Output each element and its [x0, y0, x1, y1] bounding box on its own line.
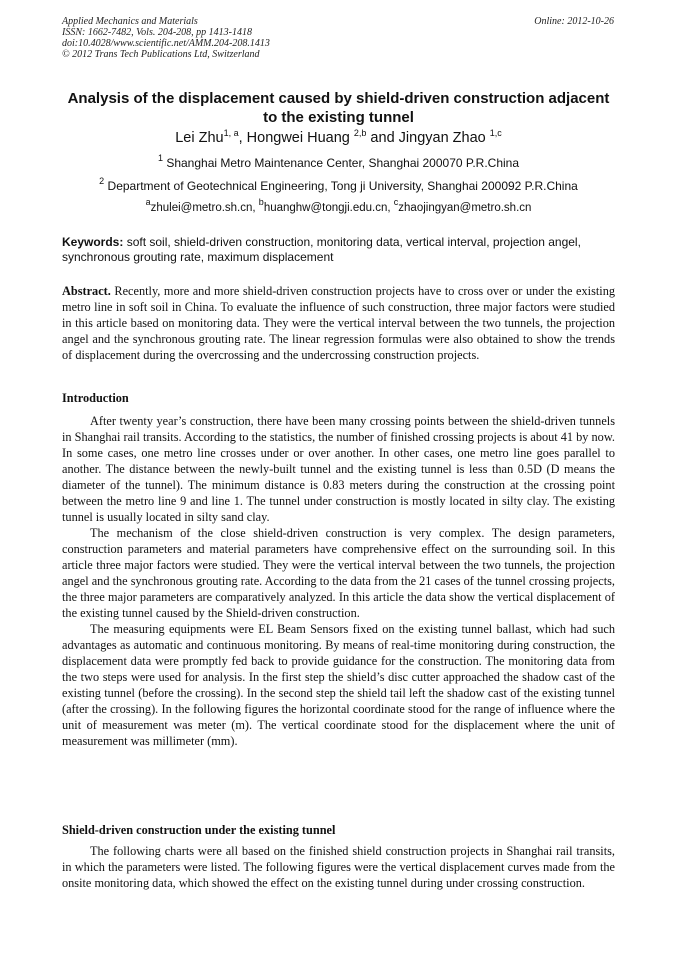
- doi-line: doi:10.4028/www.scientific.net/AMM.204-208.1413: [62, 38, 270, 49]
- affiliation-2: [62, 176, 615, 193]
- paragraph: The mechanism of the close shield-driven construction is very complex. The design parameters, construction parameters and material parameters have comprehensive effect on the surrounding soil. In this article three major factors were studied. They were the vertical interval between the two tunnels, the projection angel and the synchronous grouting rate. According to the data from the 21 cases of the tunnel crossing projects, the three major parameters are comparatively analyzed. In this article the data show the vertical displacement of the existing tunnel caused by the Shield-driven construction.: [62, 526, 615, 620]
- paragraph: The measuring equipments were EL Beam Sensors fixed on the existing tunnel ballast, which had such advantages as automatic and continuous monitoring. By means of real-time monitoring during construction, the displacement data were promptly fed back to provide guidance for the construction. The monitoring data from the two steps were used for analysis. In the first step the shield’s disc cutter approached the shadow cast of the existing tunnel (before the crossing). In the second step the shield tail left the shadow cast of the existing tunnel (after the crossing). In the following figures the horizontal coordinate stood for the range of influence where the unit of measurement was meter (m). The vertical coordinate stood for the displacement where the unit of measurement was millimeter (mm).: [62, 622, 615, 748]
- email-sup: b: [258, 197, 264, 207]
- author-sup: 2,b: [353, 128, 367, 138]
- email-sup: c: [393, 197, 399, 207]
- abstract-label: Abstract.: [62, 284, 111, 298]
- section-heading: Shield-driven construction under the existing tunnel: [62, 823, 336, 837]
- author-separator: and: [366, 130, 399, 146]
- introduction-body: [62, 413, 615, 749]
- affiliation-text: Department of Geotechnical Engineering, Tong ji University, Shanghai 200092 P.R.China: [107, 179, 578, 193]
- section-body: [62, 843, 615, 891]
- author-name: Jingyan Zhao: [398, 130, 486, 146]
- abstract-text: Recently, more and more shield-driven construction projects have to cross over or under the existing metro line in soft soil in China. To evaluate the influence of such construction, three major factors were studied in this article based on monitoring data. They were the vertical interval between the two tunnels, the projection angel and the synchronous grouting rate. The linear regression formulas were also obtained to show the trends of displacement during the overcrossing and the undercrossing construction projects.: [62, 284, 615, 362]
- email-address: zhaojingyan@metro.sh.cn: [398, 202, 532, 214]
- affiliation-num: 1: [157, 153, 163, 163]
- email-sup: a: [145, 197, 151, 207]
- keywords-text: soft soil, shield-driven construction, monitoring data, vertical interval, projection angel, synchronous grouting rate, maximum displacement: [62, 235, 581, 264]
- keywords-label: Keywords:: [62, 235, 124, 249]
- email-address: zhulei@metro.sh.cn: [150, 202, 253, 214]
- keywords: [62, 235, 615, 265]
- affiliation-text: Shanghai Metro Maintenance Center, Shanghai 200070 P.R.China: [166, 156, 520, 170]
- issn-line: ISSN: 1662-7482, Vols. 204-208, pp 1413-1418: [62, 27, 252, 38]
- paragraph: After twenty year’s construction, there have been many crossing points between the shield-driven tunnels in Shanghai rail transits. According to the statistics, the number of finished crossing projects is about 41 by now. In some cases, one metro line crosses under or over another. In other cases, one metro line goes parallel to another. The distance between the newly-built tunnel and the existing tunnel is less than 0.5D (D means the diameter of the tunnel). The minimum distance is 0.83 meters during the construction at the crossing point between the metro line 9 and line 1. The tunnel under construction is mostly located in silty clay. The existing tunnel is usually located in silty sand clay.: [62, 414, 615, 524]
- author-name: Hongwei Huang: [246, 130, 350, 146]
- author-separator: ,: [238, 130, 247, 146]
- affiliation-num: 2: [99, 176, 105, 186]
- online-date: Online: 2012-10-26: [534, 16, 614, 27]
- author-sup: 1, a: [223, 128, 239, 138]
- author-name: Lei Zhu: [175, 130, 224, 146]
- email-separator: ,: [252, 202, 259, 214]
- author-sup: 1,c: [489, 128, 502, 138]
- email-address: huanghw@tongji.edu.cn: [263, 202, 388, 214]
- paper-title: Analysis of the displacement caused by shield-driven construction adjacent to the existing tunnel: [67, 90, 610, 126]
- journal-header: [62, 16, 270, 60]
- email-separator: ,: [387, 202, 394, 214]
- abstract: [62, 283, 615, 363]
- paragraph: The following charts were all based on the finished shield construction projects in Shanghai rail transits, in which the parameters were listed. The following figures were the vertical displacement curves made from the onsite monitoring data, which showed the effect on the existing tunnel during under crossing construction.: [62, 844, 615, 890]
- author-line: [62, 129, 615, 147]
- journal-name: Applied Mechanics and Materials: [62, 16, 198, 27]
- introduction-heading: Introduction: [62, 391, 129, 405]
- copyright-line: © 2012 Trans Tech Publications Ltd, Switzerland: [62, 49, 260, 60]
- affiliation-1: [62, 153, 615, 170]
- email-line: [62, 197, 615, 215]
